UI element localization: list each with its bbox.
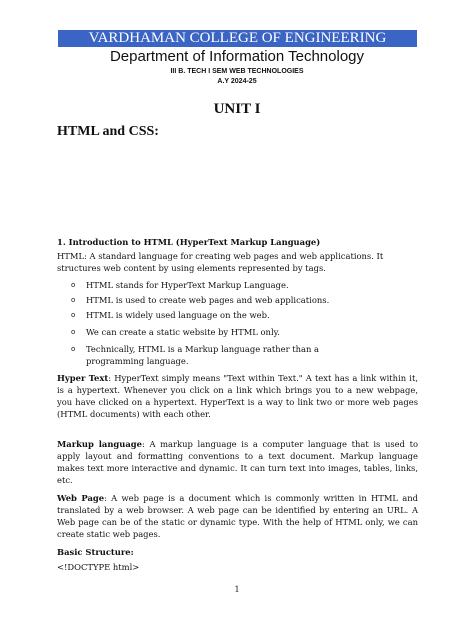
intro-line-2: structures web content by using elements represented by tags. [57,263,326,273]
webpage-term: Web Page [57,493,105,503]
course-name: III B. TECH I SEM WEB TECHNOLOGIES [170,68,304,75]
markup-text: : A markup language is a computer language that is used to apply layout and formatting conventions to a text document. Markup language makes text more interactive and dynamic. It can turn text into images, tables, links, etc. [57,439,419,485]
section-subtitle: HTML and CSS: [57,124,159,139]
intro-line-1: HTML: A standard language for creating web pages and web applications. It [57,251,384,261]
page-number: 1 [234,585,240,594]
bullet-item-5: Technically, HTML is a Markup language rather than a programming language. [86,344,320,366]
markup-term: Markup language [57,439,142,449]
bullet-item-3: HTML is widely used language on the web. [86,310,270,320]
bullet-marker: o [71,311,76,319]
hypertext-text: : HyperText simply means "Text within Text." A text has a link within it, is a hypertext. Whenever you click on a link which brings you to a new webpage, you have clicked on a hypertext. HyperText is a way to link two or more web pages (HTML documents) with each other. [57,373,418,419]
bullet-marker: o [71,296,76,304]
hypertext-term: Hyper Text [57,373,109,383]
department-name: Department of Information Technology [109,48,365,65]
webpage-text: : A web page is a document which is commonly written in HTML and translated by a web browser. A web page can be identified by entering an URL. A Web page can be of the static or dynamic type. With the help of HTML only, we can create static web pages. [57,493,418,539]
academic-year: A.Y 2024-25 [217,78,257,85]
bullet-item-1: HTML stands for HyperText Markup Language. [86,280,289,290]
bullet-marker: o [71,281,76,289]
doctype-code: <!DOCTYPE html> [57,562,140,572]
college-banner: VARDHAMAN COLLEGE OF ENGINEERING [58,30,417,47]
section-heading: 1. Introduction to HTML (HyperText Markup Language) [57,237,321,247]
markup-paragraph [57,438,418,486]
hypertext-paragraph [57,372,418,420]
unit-title: UNIT I [213,101,261,117]
webpage-paragraph [57,492,418,540]
bullet-marker: o [71,328,76,336]
bullet-item-4: We can create a static website by HTML only. [86,327,280,337]
bullet-marker: o [71,345,76,353]
bullet-item-2: HTML is used to create web pages and web applications. [86,295,330,305]
basic-structure-heading: Basic Structure: [57,547,134,557]
